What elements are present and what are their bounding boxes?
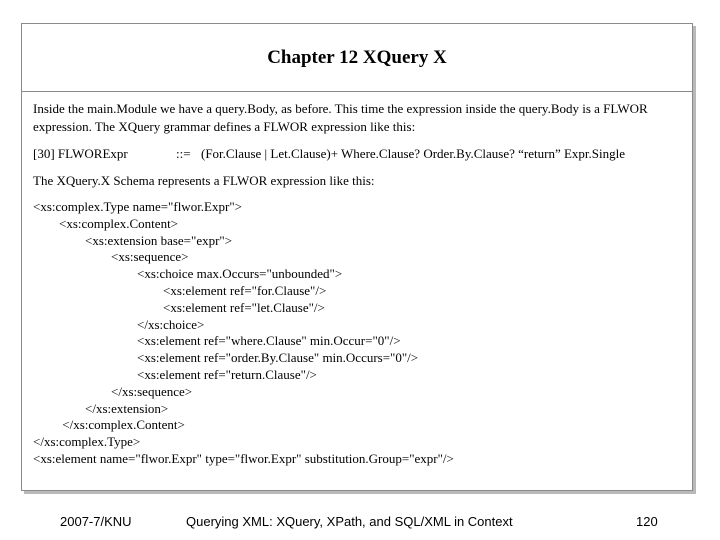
- code-line: </xs:choice>: [33, 316, 205, 332]
- grammar-rule: [33, 145, 685, 163]
- slide-title: Chapter 12 XQuery X: [267, 46, 447, 68]
- code-line: <xs:element ref="let.Clause"/>: [33, 299, 325, 315]
- code-line: <xs:element ref="return.Clause"/>: [33, 366, 317, 382]
- code-line: <xs:sequence>: [33, 249, 189, 265]
- schema-intro-paragraph: The XQuery.X Schema represents a FLWOR expression like this:: [33, 173, 375, 188]
- schema-code-block: [33, 199, 685, 468]
- slide-body: [33, 100, 685, 468]
- code-line: <xs:element ref="order.By.Clause" min.Occurs="0"/>: [33, 350, 419, 366]
- code-line: </xs:extension>: [33, 400, 169, 416]
- code-line: <xs:complex.Type name="flwor.Expr">: [33, 199, 242, 214]
- slide-frame: [21, 23, 693, 491]
- intro-paragraph: Inside the main.Module we have a query.Body, as before. This time the expression inside the query.Body is a FLWOR expression. The XQuery grammar defines a FLWOR expression like this:: [33, 101, 648, 134]
- code-line: <xs:complex.Content>: [33, 215, 179, 231]
- grammar-rule-operator: ::=: [176, 146, 191, 161]
- grammar-rule-definition: (For.Clause | Let.Clause)+ Where.Clause? Order.By.Clause? “return” Expr.Single: [201, 146, 626, 161]
- code-line: <xs:extension base="expr">: [33, 232, 233, 248]
- code-line: </xs:complex.Type>: [33, 434, 141, 450]
- code-line: <xs:choice max.Occurs="unbounded">: [33, 266, 343, 282]
- grammar-rule-number: [30] FLWORExpr: [33, 146, 128, 161]
- slide-footer: [0, 514, 720, 532]
- code-line: <xs:element ref="for.Clause"/>: [33, 282, 327, 298]
- code-line: <xs:element name="flwor.Expr" type="flwor.Expr" substitution.Group="expr"/>: [33, 450, 454, 466]
- title-bar: [22, 24, 692, 92]
- code-line: </xs:complex.Content>: [33, 417, 185, 433]
- footer-page-number: 120: [636, 514, 658, 529]
- footer-course-title: Querying XML: XQuery, XPath, and SQL/XML in Context: [186, 514, 513, 529]
- footer-date: 2007-7/KNU: [60, 514, 132, 529]
- code-line: </xs:sequence>: [33, 383, 193, 399]
- code-line: <xs:element ref="where.Clause" min.Occur="0"/>: [33, 333, 401, 349]
